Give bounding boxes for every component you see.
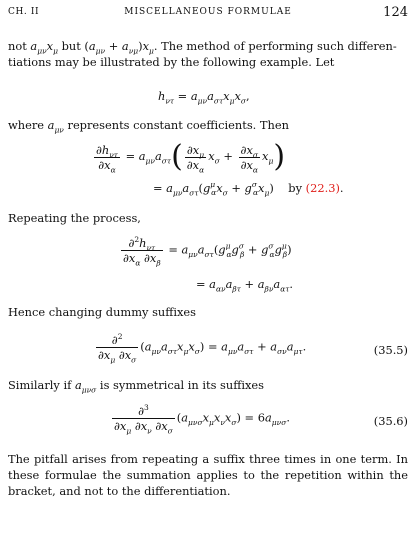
hence-line: Hence changing dummy suffixes <box>8 305 196 319</box>
equation-35-5: $\frac{\partial^2}{\partial x_\mu \partial x_\sigma}$ $(a_{\mu\nu}a_{\sigma\tau}x_\mu x_\sigma) = a_{\mu\nu}a_{\sigma\tau} + a_{\sigma\nu}a_{\mu\tau}$. <box>98 332 307 365</box>
page-header <box>8 5 408 23</box>
para1-line1: not $a_{\mu\nu}x_\mu$ but $(a_{\mu\nu} + a_{\nu\mu})x_\mu$. The method of performing such differen- <box>8 39 397 56</box>
page-number: 124 <box>383 5 408 20</box>
equation-number-35-5: (35.5) <box>373 343 408 357</box>
equation-second-derivative: $\frac{\partial^2h_{\nu\tau}}{\partial x_\alpha \partial x_\beta}$ = $a_{\mu\nu}a_{\sigma\tau}(g^\mu_\alpha g^\sigma_\beta + g^\sigma_\alpha g^\mu_\beta)$ <box>123 235 292 268</box>
equation-h-definition: $h_{\nu\tau} = a_{\mu\nu}a_{\sigma\tau}x_\mu x_\sigma$, <box>158 89 250 106</box>
equation-35-6: $\frac{\partial^3}{\partial x_\mu \partial x_\nu \partial x_\sigma}$ $(a_{\mu\nu\sigma}x_\mu x_\nu x_\sigma) = 6a_{\mu\nu\sigma}$. <box>114 403 290 436</box>
equation-dh-dx: $\frac{\partial h_{\nu\tau}}{\partial x_\alpha}$ = $a_{\mu\nu}a_{\sigma\tau}$( $\frac{\partial x_\mu}{\partial x_\alpha}$ $x_\sigma$ + $\frac{\partial x_\sigma}{\partial x_\alpha}$ $x_\mu$) <box>96 139 286 174</box>
repeating-line: Repeating the process, <box>8 211 141 225</box>
para1-line2: tiations may be illustrated by the following example. Let <box>8 55 335 69</box>
running-title: MISCELLANEOUS FORMULAE <box>124 7 292 17</box>
similarly-line: Similarly if $a_{\mu\nu\sigma}$ is symmetrical in its suffixes <box>8 378 264 395</box>
equation-second-derivative-result: = $a_{\alpha\nu}a_{\beta\tau} + a_{\beta\nu}a_{\alpha\tau}$. <box>196 277 294 294</box>
equation-number-35-6: (35.6) <box>373 414 408 428</box>
chapter-label: CH. II <box>8 7 40 17</box>
where-line: where $a_{\mu\nu}$ represents constant coefficients. Then <box>8 118 289 135</box>
pitfall-paragraph: The pitfall arises from repeating a suffix three times in one term. In these formulae the summation applies to the repetition within the bracket, and not to the differentiation. <box>8 452 408 498</box>
equation-dh-dx-result: = $a_{\mu\nu}a_{\sigma\tau}(g^\mu_\alpha x_\sigma + g^\sigma_\alpha x_\mu)$ by (22.3). <box>153 180 344 198</box>
equation-reference-link[interactable]: (22.3) <box>305 181 340 195</box>
